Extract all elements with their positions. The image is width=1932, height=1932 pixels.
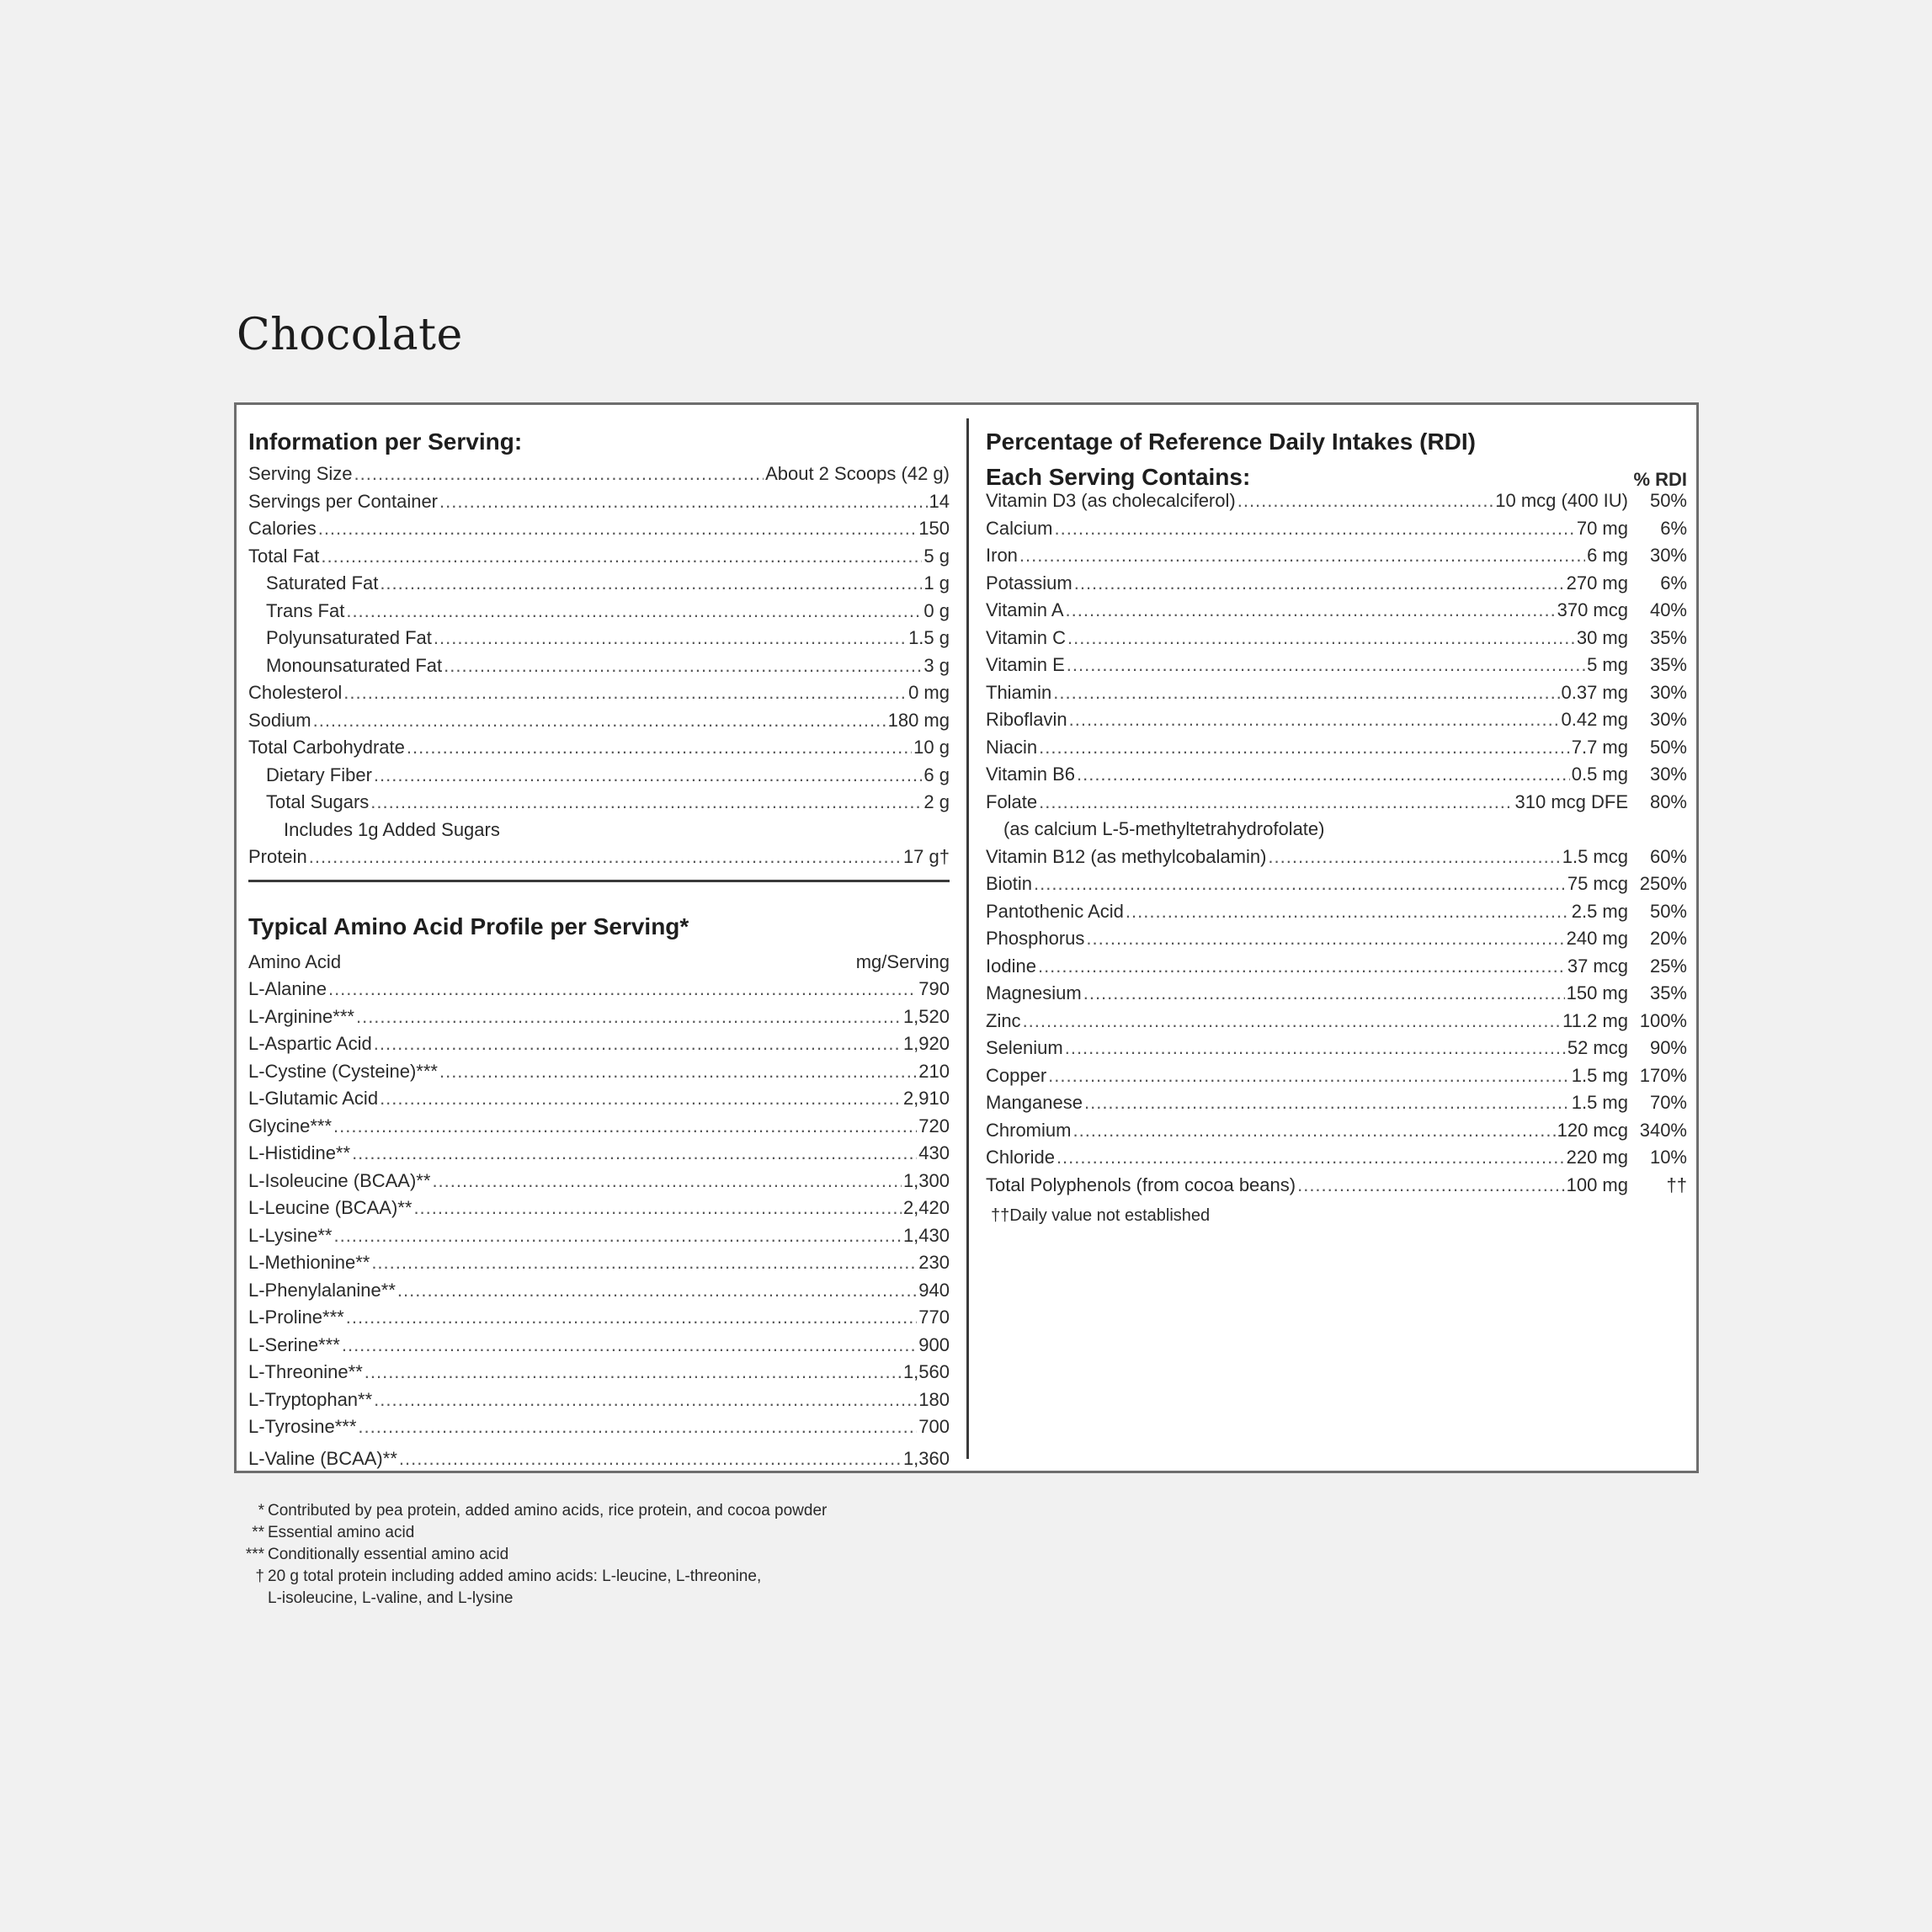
leader-dots (346, 598, 922, 625)
nutrient-rdi-percent: 30% (1649, 709, 1687, 730)
leader-dots (1065, 1035, 1566, 1062)
leader-dots (1056, 1144, 1565, 1171)
amino-label: L-Histidine** (248, 1142, 351, 1163)
nutrient-amount: 100 mg (1566, 1174, 1628, 1195)
leader-dots (1048, 1062, 1570, 1089)
info-value: 14 (929, 490, 950, 512)
amino-label: L-Arginine*** (248, 1005, 354, 1027)
amino-row (248, 976, 950, 1003)
amino-row (248, 1030, 950, 1057)
nutrient-amount: 2.5 mg (1571, 900, 1628, 922)
footnote-text: Essential amino acid (268, 1524, 415, 1541)
rdi-row (986, 1144, 1687, 1171)
amino-label: L-Alanine (248, 978, 327, 999)
info-row (248, 707, 950, 734)
nutrient-amount: 1.5 mg (1571, 1064, 1628, 1086)
leader-dots (1072, 1117, 1555, 1144)
amino-column-header (248, 949, 950, 976)
nutrient-rdi-percent: 20% (1649, 928, 1687, 949)
leader-dots (434, 625, 907, 652)
rdi-row (986, 625, 1687, 652)
rdi-row (986, 953, 1687, 980)
amino-label: L-Valine (BCAA)** (248, 1447, 397, 1469)
rdi-row (986, 1089, 1687, 1116)
info-label: Saturated Fat (266, 572, 379, 593)
nutrient-rdi-percent: 35% (1649, 982, 1687, 1003)
nutrient-amount: 1.5 mcg (1562, 845, 1628, 867)
nutrient-label: Chloride (986, 1147, 1055, 1168)
nutrient-label: Zinc (986, 1009, 1021, 1031)
footnote-text: Conditionally essential amino acid (268, 1546, 509, 1563)
footnote-line (237, 1588, 827, 1610)
info-label: Dietary Fiber (266, 764, 372, 785)
nutrient-amount: 0.42 mg (1561, 709, 1628, 730)
leader-dots (1069, 706, 1560, 733)
amino-label: L-Aspartic Acid (248, 1033, 372, 1054)
nutrient-rdi-percent: 170% (1639, 1064, 1687, 1086)
leader-dots (1086, 925, 1564, 952)
amino-value: 180 (918, 1388, 950, 1410)
info-value: 6 g (923, 764, 950, 785)
leader-dots (1074, 570, 1565, 597)
nutrient-label: Vitamin B12 (as methylcobalamin) (986, 845, 1267, 867)
amino-value: 430 (918, 1142, 950, 1163)
footnote-mark (237, 1588, 268, 1610)
nutrient-label: Potassium (986, 572, 1072, 593)
amino-label: L-Leucine (BCAA)** (248, 1197, 412, 1218)
nutrient-rdi-percent: 30% (1649, 681, 1687, 703)
leader-dots (333, 1222, 901, 1249)
nutrient-amount: 37 mcg (1567, 955, 1628, 977)
nutrient-amount: 1.5 mg (1571, 1092, 1628, 1113)
nutrient-label: Folate (986, 790, 1038, 812)
amino-row (248, 1113, 950, 1140)
leader-dots (380, 1085, 902, 1112)
leader-dots (343, 679, 907, 706)
amino-value: 2,910 (902, 1088, 950, 1109)
info-label: Cholesterol (248, 682, 343, 703)
leader-dots (1039, 789, 1513, 816)
footnote-text: Contributed by pea protein, added amino acids, rice protein, and cocoa powder (268, 1502, 828, 1520)
info-label: Monounsaturated Fat (266, 654, 443, 676)
rdi-row (986, 570, 1687, 597)
leader-dots (397, 1277, 917, 1304)
info-row (248, 844, 950, 870)
info-label: Protein (248, 846, 307, 867)
leader-dots (439, 1058, 917, 1085)
info-value: 180 mg (887, 709, 950, 731)
leader-dots (444, 652, 922, 679)
rdi-row (986, 898, 1687, 925)
nutrient-label: Selenium (986, 1037, 1063, 1058)
amino-row (248, 1168, 950, 1195)
info-value: 2 g (923, 791, 950, 812)
leader-dots (1053, 679, 1559, 706)
leader-dots (1054, 515, 1574, 542)
footnote-mark: ** (252, 1524, 264, 1541)
leader-dots (1039, 734, 1570, 761)
rdi-row (986, 652, 1687, 679)
footnote-mark: † (255, 1567, 264, 1585)
amino-row (248, 1445, 950, 1472)
rdi-row (986, 734, 1687, 761)
footnotes (237, 1500, 827, 1610)
nutrient-label: Riboflavin (986, 709, 1067, 730)
rdi-row (986, 1117, 1687, 1144)
amino-row (248, 1085, 950, 1112)
leader-dots (374, 1386, 917, 1413)
info-label: Calories (248, 518, 317, 539)
amino-row (248, 1277, 950, 1304)
section-rule (248, 880, 950, 882)
info-row (248, 460, 950, 487)
info-label: Total Carbohydrate (248, 737, 405, 758)
leader-dots (321, 543, 922, 570)
info-value: 0 mg (908, 682, 950, 703)
nutrient-label: Manganese (986, 1092, 1083, 1113)
column-divider (966, 418, 969, 1459)
nutrient-rdi-percent: 30% (1649, 764, 1687, 785)
nutrient-label: Chromium (986, 1119, 1072, 1141)
rdi-row (986, 597, 1687, 624)
amino-row (248, 1359, 950, 1386)
rdi-row (986, 1008, 1687, 1035)
rdi-row (986, 870, 1687, 897)
each-serving-heading: Each Serving Contains: (986, 464, 1251, 490)
info-value: 1 g (923, 572, 950, 593)
leader-dots (1034, 870, 1566, 897)
nutrient-label: Magnesium (986, 982, 1082, 1003)
amino-value: 1,520 (902, 1005, 950, 1027)
leader-dots (1077, 761, 1570, 788)
nutrient-amount: 75 mcg (1567, 873, 1628, 894)
amino-row (248, 1058, 950, 1085)
rdi-row (986, 980, 1687, 1007)
nutrient-label: Biotin (986, 873, 1033, 894)
leader-dots (374, 1030, 902, 1057)
amino-label: L-Tyrosine*** (248, 1416, 357, 1437)
info-row (248, 734, 950, 761)
info-row (248, 625, 950, 652)
amino-row (248, 1249, 950, 1276)
amino-label: L-Glutamic Acid (248, 1088, 379, 1109)
amino-value: 900 (918, 1333, 950, 1355)
info-label: Serving Size (248, 463, 353, 484)
leader-dots (1268, 844, 1560, 870)
nutrient-rdi-percent: 90% (1649, 1037, 1687, 1058)
supplement-facts-panel (234, 402, 1699, 1473)
nutrient-amount: 0.37 mg (1561, 681, 1628, 703)
nutrient-rdi-percent: 340% (1639, 1119, 1687, 1141)
info-row (248, 543, 950, 570)
info-value: 150 (918, 518, 950, 539)
nutrient-amount: 270 mg (1566, 572, 1628, 593)
amino-value: 770 (918, 1307, 950, 1328)
nutrient-amount: 5 mg (1587, 654, 1628, 675)
nutrient-amount: 7.7 mg (1571, 736, 1628, 758)
nutrient-label: Iodine (986, 955, 1036, 977)
amino-col-left: Amino Acid (248, 951, 342, 972)
info-row (248, 515, 950, 542)
nutrient-amount: 30 mg (1576, 626, 1628, 648)
nutrient-rdi-percent: 35% (1649, 654, 1687, 675)
nutrient-label: Phosphorus (986, 928, 1085, 949)
nutrient-label: (as calcium L-5-methyltetrahydrofolate) (1003, 818, 1325, 839)
amino-value: 230 (918, 1252, 950, 1273)
amino-row (248, 1386, 950, 1413)
nutrient-rdi-percent: 70% (1649, 1092, 1687, 1113)
amino-value: 1,300 (902, 1169, 950, 1191)
footnote-line (237, 1544, 827, 1566)
leader-dots (356, 1003, 902, 1030)
rdi-row (986, 1035, 1687, 1062)
nutrient-label: Pantothenic Acid (986, 900, 1124, 922)
info-row (248, 817, 950, 844)
nutrient-label: Vitamin B6 (986, 764, 1075, 785)
info-row (248, 598, 950, 625)
info-value: 0 g (923, 599, 950, 621)
amino-label: L-Phenylalanine** (248, 1279, 396, 1301)
amino-label: L-Isoleucine (BCAA)** (248, 1169, 431, 1191)
amino-label: L-Methionine** (248, 1252, 370, 1273)
info-value: 5 g (923, 545, 950, 567)
nutrient-rdi-percent: 250% (1639, 873, 1687, 894)
amino-value: 1,430 (902, 1224, 950, 1246)
nutrient-label: Vitamin E (986, 654, 1065, 675)
amino-row (248, 1003, 950, 1030)
info-label: Polyunsaturated Fat (266, 627, 432, 648)
nutrient-rdi-percent: 6% (1660, 517, 1687, 539)
nutrient-amount: 240 mg (1566, 928, 1628, 949)
leader-dots (1297, 1172, 1565, 1199)
nutrient-amount: 0.5 mg (1571, 764, 1628, 785)
rdi-row (986, 706, 1687, 733)
nutrient-label: Vitamin D3 (as cholecalciferol) (986, 490, 1236, 511)
leader-dots (346, 1304, 918, 1331)
leader-dots (352, 1140, 917, 1167)
info-label: Sodium (248, 709, 311, 731)
leader-dots (432, 1168, 902, 1195)
leader-dots (318, 515, 918, 542)
amino-label: L-Cystine (Cysteine)*** (248, 1060, 438, 1082)
info-value: About 2 Scoops (42 g) (765, 463, 950, 484)
info-row (248, 789, 950, 816)
info-label: Trans Fat (266, 599, 345, 621)
leader-dots (413, 1195, 902, 1221)
rdi-row (986, 542, 1687, 569)
nutrient-rdi-percent: 50% (1649, 736, 1687, 758)
amino-value: 1,560 (902, 1361, 950, 1382)
leader-dots (313, 707, 886, 734)
nutrient-label: Total Polyphenols (from cocoa beans) (986, 1174, 1296, 1195)
footnote-line (237, 1522, 827, 1544)
leader-dots (1083, 980, 1565, 1007)
amino-row (248, 1304, 950, 1331)
rdi-row (986, 515, 1687, 542)
footnote-mark: *** (245, 1546, 264, 1563)
amino-row (248, 1195, 950, 1221)
leader-dots (342, 1332, 917, 1359)
nutrient-amount: 120 mcg (1557, 1119, 1628, 1141)
amino-value: 2,420 (902, 1197, 950, 1218)
nutrient-label: Calcium (986, 517, 1053, 539)
leader-dots (380, 570, 922, 597)
amino-value: 940 (918, 1279, 950, 1301)
nutrient-rdi-percent: 60% (1649, 845, 1687, 867)
nutrient-rdi-percent: 40% (1649, 599, 1687, 620)
amino-row (248, 1140, 950, 1167)
leader-dots (439, 488, 928, 515)
amino-value: 790 (918, 978, 950, 999)
info-value: 17 g† (902, 846, 950, 867)
amino-label: L-Lysine** (248, 1224, 333, 1246)
nutrient-amount: 6 mg (1587, 545, 1628, 566)
rdi-footnote: ††Daily value not established (991, 1206, 1211, 1225)
nutrient-rdi-percent: 100% (1639, 1009, 1687, 1031)
rdi-column-header: % RDI (1633, 469, 1687, 490)
leader-dots (1084, 1089, 1570, 1116)
info-row (248, 570, 950, 597)
leader-dots (354, 460, 764, 487)
amino-row (248, 1222, 950, 1249)
amino-label: L-Threonine** (248, 1361, 363, 1382)
info-row (248, 762, 950, 789)
info-heading: Information per Serving: (248, 428, 523, 455)
nutrient-label: Thiamin (986, 681, 1052, 703)
rdi-row (986, 1172, 1687, 1199)
nutrient-rdi-percent: 50% (1649, 490, 1687, 511)
amino-label: L-Serine*** (248, 1333, 340, 1355)
footnote-text: 20 g total protein including added amino acids: L-leucine, L-threonine, (268, 1567, 762, 1585)
nutrient-amount: 150 mg (1566, 982, 1628, 1003)
leader-dots (371, 1249, 917, 1276)
nutrient-label: Copper (986, 1064, 1047, 1086)
nutrient-rdi-percent: 80% (1649, 790, 1687, 812)
amino-value: 1,920 (902, 1033, 950, 1054)
nutrient-rdi-percent: 35% (1649, 626, 1687, 648)
info-row (248, 679, 950, 706)
info-value: 1.5 g (908, 627, 950, 648)
info-row (248, 652, 950, 679)
leader-dots (333, 1113, 917, 1140)
nutrient-amount: 10 mcg (400 IU) (1495, 490, 1628, 511)
footnote-text: L-isoleucine, L-valine, and L-lysine (268, 1589, 514, 1607)
rdi-row (986, 816, 1687, 843)
nutrient-amount: 370 mcg (1557, 599, 1628, 620)
leader-dots (399, 1445, 902, 1472)
nutrient-label: Niacin (986, 736, 1038, 758)
footnote-line (237, 1566, 827, 1588)
page-title: Chocolate (237, 310, 463, 360)
amino-label: L-Tryptophan** (248, 1388, 373, 1410)
info-label: Includes 1g Added Sugars (284, 818, 500, 840)
leader-dots (328, 976, 917, 1003)
nutrient-amount: 220 mg (1566, 1147, 1628, 1168)
nutrient-label: Iron (986, 545, 1018, 566)
info-label: Total Fat (248, 545, 320, 567)
leader-dots (370, 789, 922, 816)
amino-value: 1,360 (902, 1447, 950, 1469)
nutrient-rdi-percent: 25% (1649, 955, 1687, 977)
info-value: 10 g (913, 737, 950, 758)
leader-dots (1038, 953, 1566, 980)
leader-dots (374, 762, 922, 789)
nutrient-amount: 11.2 mg (1562, 1009, 1628, 1031)
rdi-row (986, 761, 1687, 788)
amino-heading: Typical Amino Acid Profile per Serving* (248, 913, 689, 939)
amino-label: L-Proline*** (248, 1307, 344, 1328)
info-label: Total Sugars (266, 791, 370, 812)
rdi-heading: Percentage of Reference Daily Intakes (RDI) (986, 428, 1476, 455)
leader-dots (407, 734, 912, 761)
leader-dots (1023, 1008, 1562, 1035)
leader-dots (309, 844, 902, 870)
leader-dots (1237, 487, 1494, 514)
leader-dots (1066, 597, 1556, 624)
footnote-mark: * (258, 1502, 264, 1520)
nutrient-rdi-percent: 6% (1660, 572, 1687, 593)
amino-value: 210 (918, 1060, 950, 1082)
leader-dots (1126, 898, 1570, 925)
rdi-row (986, 789, 1687, 816)
nutrient-rdi-percent: 10% (1649, 1147, 1687, 1168)
nutrient-amount: 310 mcg DFE (1514, 790, 1628, 812)
nutrient-rdi-percent: 30% (1649, 545, 1687, 566)
info-row (248, 488, 950, 515)
amino-label: Glycine*** (248, 1115, 333, 1136)
nutrient-amount: 70 mg (1576, 517, 1628, 539)
leader-dots (365, 1359, 902, 1386)
rdi-row (986, 487, 1687, 514)
leader-dots (358, 1413, 917, 1440)
amino-value: 720 (918, 1115, 950, 1136)
amino-col-right: mg/Serving (855, 951, 950, 972)
rdi-row (986, 844, 1687, 870)
nutrient-rdi-percent: 50% (1649, 900, 1687, 922)
leader-dots (1067, 652, 1585, 679)
nutrient-label: Vitamin A (986, 599, 1064, 620)
footnote-line (237, 1500, 827, 1522)
info-value: 3 g (923, 654, 950, 676)
rdi-row (986, 1062, 1687, 1089)
leader-dots (1019, 542, 1585, 569)
leader-dots (1067, 625, 1575, 652)
amino-row (248, 1332, 950, 1359)
rdi-row (986, 679, 1687, 706)
nutrient-label: Vitamin C (986, 626, 1066, 648)
nutrient-amount: 52 mcg (1567, 1037, 1628, 1058)
amino-value: 700 (918, 1416, 950, 1437)
info-label: Servings per Container (248, 490, 439, 512)
amino-row (248, 1413, 950, 1440)
rdi-row (986, 925, 1687, 952)
nutrient-rdi-percent: †† (1666, 1174, 1687, 1195)
